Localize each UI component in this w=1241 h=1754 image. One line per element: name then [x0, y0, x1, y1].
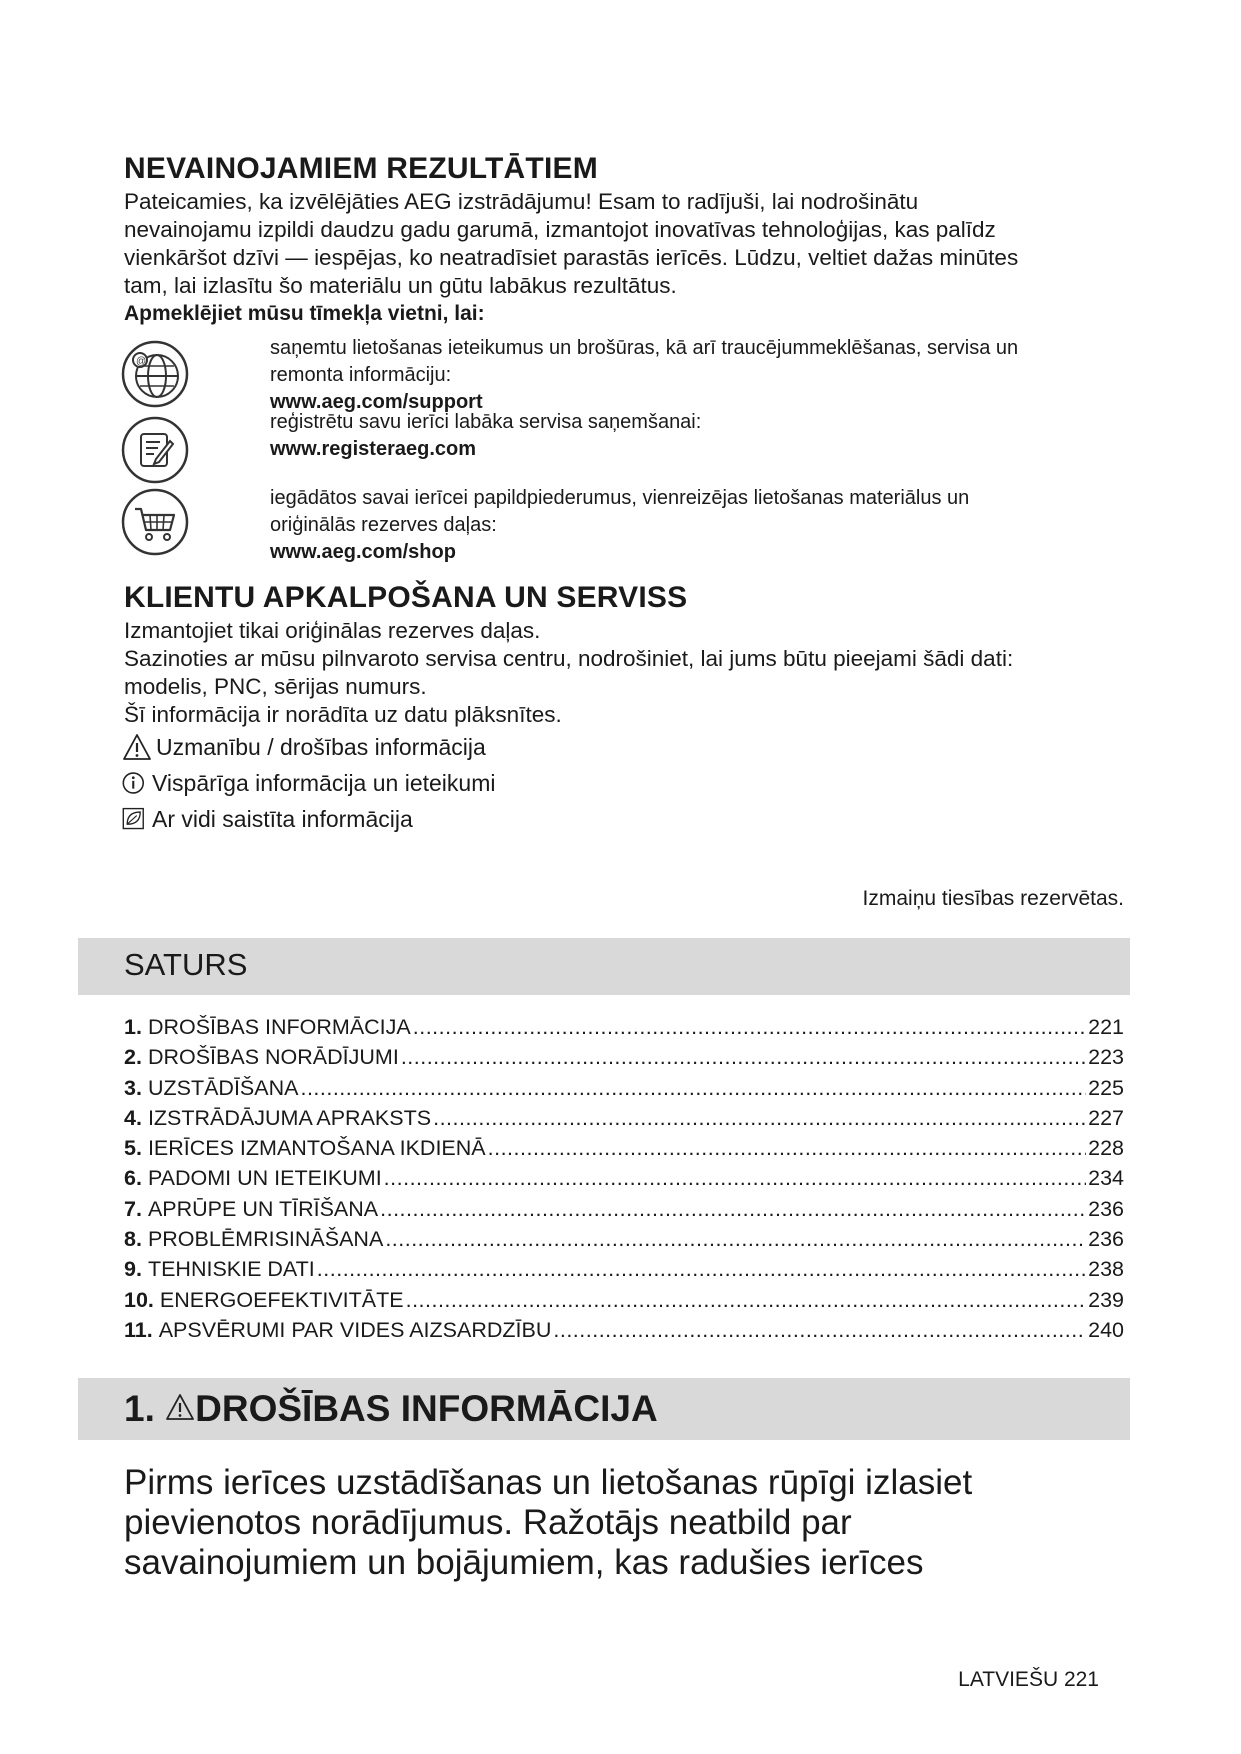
shopping-cart-icon — [120, 487, 190, 557]
toc-item[interactable]: 5. IERĪCES IZMANTOŠANA IKDIENĀ ..... 228 — [124, 1136, 1124, 1166]
intro-line: Pateicamies, ka izvēlējāties AEG izstrādājumu! Esam to radījuši, lai nodrošinātu — [124, 189, 919, 214]
toc-item[interactable]: 3. UZSTĀDĪŠANA ..... 225 — [124, 1076, 1124, 1106]
toc-item[interactable]: 11. APSVĒRUMI PAR VIDES AIZSARDZĪBU ..... 240 — [124, 1318, 1124, 1348]
register-form-icon — [120, 415, 190, 485]
web-item-text: iegādātos savai ierīcei papildpiederumus, vienreizējas lietošanas materiālus un oriģinālās rezerves daļas: www.aeg.com/shop — [270, 485, 969, 566]
legend-environment: Ar vidi saistīta informācija — [122, 805, 413, 833]
shop-link[interactable]: www.aeg.com/shop — [270, 541, 456, 563]
toc-item[interactable]: 10. ENERGOEFEKTIVITĀTE ..... 239 — [124, 1288, 1124, 1318]
intro-paragraph — [124, 188, 1124, 328]
svg-text:@: @ — [136, 356, 147, 367]
toc-item[interactable]: 6. PADOMI UN IETEIKUMI ..... 234 — [124, 1166, 1124, 1196]
toc-item[interactable]: 9. TEHNISKIE DATI ..... 238 — [124, 1257, 1124, 1287]
visit-website-label: Apmeklējiet mūsu tīmekļa vietni, lai: — [124, 302, 485, 325]
toc-item[interactable]: 2. DROŠĪBAS NORĀDĪJUMI ..... 223 — [124, 1045, 1124, 1075]
info-circle-icon — [122, 769, 148, 797]
rights-reserved-note: Izmaiņu tiesības rezervētas. — [862, 887, 1124, 910]
table-of-contents — [124, 1015, 1124, 1348]
intro-line: nevainojamu izpildi daudzu gadu garumā, izmantojot inovatīvas tehnoloģijas, kas palīdz — [124, 217, 996, 242]
chapter1-heading — [124, 1388, 658, 1430]
intro-heading: NEVAINOJAMIEM REZULTĀTIEM — [124, 152, 598, 185]
chapter-number: 1. — [124, 1388, 155, 1429]
toc-item[interactable]: 7. APRŪPE UN TĪRĪŠANA ..... 236 — [124, 1197, 1124, 1227]
toc-title: SATURS — [124, 947, 248, 982]
register-link[interactable]: www.registeraeg.com — [270, 438, 476, 460]
leaf-icon — [122, 805, 148, 833]
toc-item[interactable]: 8. PROBLĒMRISINĀŠANA ..... 236 — [124, 1227, 1124, 1257]
warning-triangle-icon — [165, 1392, 195, 1422]
service-heading: KLIENTU APKALPOŠANA UN SERVISS — [124, 581, 688, 614]
service-paragraph: Izmantojiet tikai oriģinālas rezerves daļas. Sazinoties ar mūsu pilnvaroto servisa centru, nodrošiniet, lai jums būtu pieejami šādi dati: modelis, PNC, sērijas numurs. Šī informācija ir norādīta uz datu plāksnītes. — [124, 618, 1014, 727]
support-link[interactable]: www.aeg.com/support — [270, 391, 483, 413]
chapter-title: DROŠĪBAS INFORMĀCIJA — [195, 1388, 658, 1429]
intro-line: vienkāršot dzīvi — iespējas, ko neatradīsiet parastās ierīcēs. Lūdzu, veltiet dažas minūtes — [124, 245, 1019, 270]
page-footer: LATVIEŠU 221 — [958, 1668, 1099, 1691]
legend-info: Vispārīga informācija un ieteikumi — [122, 769, 495, 797]
warning-triangle-icon — [122, 733, 152, 761]
toc-item[interactable]: 4. IZSTRĀDĀJUMA APRAKSTS ..... 227 — [124, 1106, 1124, 1136]
web-item-text: saņemtu lietošanas ieteikumus un brošūras, kā arī traucējummeklēšanas, servisa un remonta informāciju: www.aeg.com/support — [270, 335, 1018, 416]
intro-line: tam, lai izlasītu šo materiālu un gūtu labākus rezultātus. — [124, 273, 677, 298]
globe-icon — [120, 339, 190, 409]
web-item-text: reģistrētu savu ierīci labāka servisa saņemšanai: www.registeraeg.com — [270, 409, 701, 463]
legend-warning: Uzmanību / drošības informācija — [122, 733, 486, 761]
chapter1-intro: Pirms ierīces uzstādīšanas un lietošanas rūpīgi izlasiet pievienotos norādījumus. Ražotājs neatbild par savainojumiem un bojājumiem, kas radušies ierīces — [124, 1463, 973, 1582]
toc-item[interactable]: 1. DROŠĪBAS INFORMĀCIJA ..... 221 — [124, 1015, 1124, 1045]
